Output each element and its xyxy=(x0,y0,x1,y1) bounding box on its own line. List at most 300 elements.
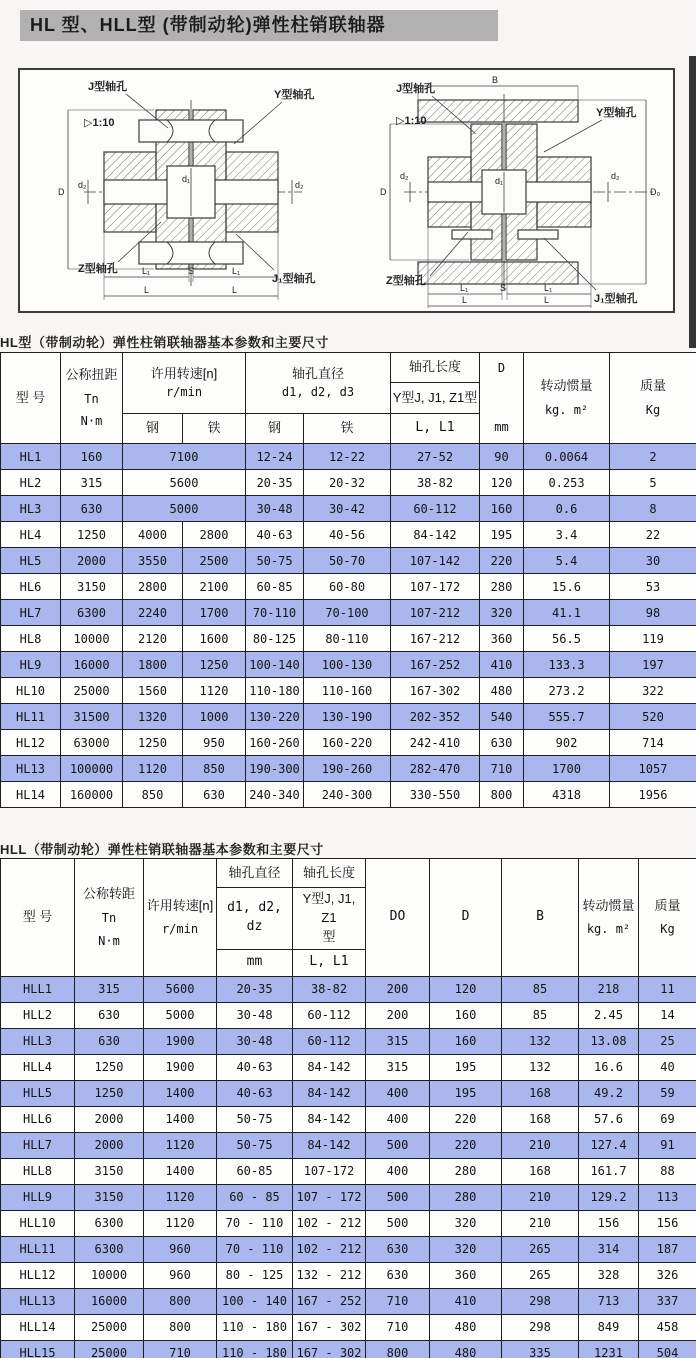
table-cell: 202-352 xyxy=(391,704,480,730)
table-cell: 63000 xyxy=(61,730,123,756)
table-cell: 480 xyxy=(430,1314,502,1340)
coupling-drawings-panel xyxy=(18,68,675,313)
table-cell: 70-100 xyxy=(304,600,391,626)
table-cell: HLL7 xyxy=(1,1132,75,1158)
col-bore-length: 轴孔长度 xyxy=(293,859,366,888)
table-row xyxy=(1,704,696,730)
hl-table-body xyxy=(1,444,696,808)
table-cell: 168 xyxy=(502,1080,579,1106)
table-cell: 326 xyxy=(639,1262,696,1288)
col-bore-length-types: Y型J, J1, Z1 型 xyxy=(293,888,366,950)
table-cell: 6300 xyxy=(75,1236,144,1262)
hll-dim-L-left: L xyxy=(462,295,468,305)
table-cell: 4318 xyxy=(524,782,610,808)
table-cell: HL12 xyxy=(1,730,61,756)
table-cell: 2 xyxy=(610,444,696,470)
table-cell: 555.7 xyxy=(524,704,610,730)
table-cell: 2000 xyxy=(75,1132,144,1158)
col-bore-diameter-sub: d1, d2, dz xyxy=(217,888,293,950)
table-cell: 630 xyxy=(480,730,524,756)
table-cell: 480 xyxy=(430,1340,502,1358)
table-cell: HLL1 xyxy=(1,976,75,1002)
table-cell: 70-110 xyxy=(246,600,304,626)
table-cell: 57.6 xyxy=(579,1106,639,1132)
table-cell: 630 xyxy=(75,1028,144,1054)
table-cell: 53 xyxy=(610,574,696,600)
table-cell: 1400 xyxy=(144,1106,217,1132)
table-cell: 107 - 172 xyxy=(293,1184,366,1210)
table-row xyxy=(1,782,696,808)
hl-dim-d1: d₁ xyxy=(182,174,191,184)
table-cell: 30 xyxy=(610,548,696,574)
table-cell: 50-75 xyxy=(217,1106,293,1132)
table-cell: 1250 xyxy=(75,1080,144,1106)
table-cell: 960 xyxy=(144,1236,217,1262)
table-cell: 1120 xyxy=(144,1210,217,1236)
table-cell: 2120 xyxy=(123,626,183,652)
table-cell: 80 - 125 xyxy=(217,1262,293,1288)
hll-dim-S: S xyxy=(500,283,507,293)
table-cell: 120 xyxy=(480,470,524,496)
table-cell: 100-140 xyxy=(246,652,304,678)
table-cell: 849 xyxy=(579,1314,639,1340)
table-cell: 1057 xyxy=(610,756,696,782)
table-cell: 110 - 180 xyxy=(217,1314,293,1340)
hll-dim-d2-left: d₂ xyxy=(400,171,409,181)
col-mass: 质量 Kg xyxy=(610,353,696,444)
table-cell: 2100 xyxy=(183,574,246,600)
table-cell: 1250 xyxy=(61,522,123,548)
table-cell: 168 xyxy=(502,1158,579,1184)
table-cell: HL9 xyxy=(1,652,61,678)
table-cell: 4000 xyxy=(123,522,183,548)
hll-label-y-bore: Y型轴孔 xyxy=(596,107,637,119)
table-cell: 84-142 xyxy=(293,1132,366,1158)
table-cell: 3150 xyxy=(61,574,123,600)
col-D0: DO xyxy=(366,859,430,977)
col-model: 型 号 xyxy=(1,353,61,444)
table-cell: 7100 xyxy=(123,444,246,470)
table-row xyxy=(1,1288,696,1314)
hll-label-j1-bore: J₁型轴孔 xyxy=(594,293,638,305)
table-cell: 11 xyxy=(639,976,696,1002)
table-cell: 16000 xyxy=(61,652,123,678)
table-cell: 504 xyxy=(639,1340,696,1358)
table-cell: HLL10 xyxy=(1,1210,75,1236)
table-cell: 1400 xyxy=(144,1158,217,1184)
table-cell: 25 xyxy=(639,1028,696,1054)
table-cell: 410 xyxy=(430,1288,502,1314)
hll-dim-D0: D₀ xyxy=(650,187,661,197)
table-cell: 40-63 xyxy=(217,1054,293,1080)
table-cell: 15.6 xyxy=(524,574,610,600)
table-cell: 314 xyxy=(579,1236,639,1262)
table-cell: 480 xyxy=(480,678,524,704)
table-cell: 280 xyxy=(430,1158,502,1184)
col-bore-length: 轴孔长度 xyxy=(391,353,480,383)
table-cell: 200 xyxy=(366,1002,430,1028)
table-row xyxy=(1,756,696,782)
table-cell: HL11 xyxy=(1,704,61,730)
table-cell: 330-550 xyxy=(391,782,480,808)
table-cell: 27-52 xyxy=(391,444,480,470)
col-torque: 公称转距 Tn N·m xyxy=(75,859,144,977)
table-cell: 60-112 xyxy=(293,1002,366,1028)
hl-label-j-bore: J型轴孔 xyxy=(88,81,128,93)
hll-label-taper: ▷1:10 xyxy=(396,115,427,127)
table-cell: 60-85 xyxy=(217,1158,293,1184)
hll-label-j-bore: J型轴孔 xyxy=(396,83,436,95)
table-cell: 360 xyxy=(480,626,524,652)
table-cell: 6300 xyxy=(75,1210,144,1236)
table-cell: 40-63 xyxy=(246,522,304,548)
table-cell: 49.2 xyxy=(579,1080,639,1106)
table-row xyxy=(1,1132,696,1158)
table-cell: 195 xyxy=(430,1054,502,1080)
hl-dim-d2-right: d₂ xyxy=(295,180,304,190)
table-cell: 113 xyxy=(639,1184,696,1210)
table-row xyxy=(1,1210,696,1236)
table-cell: 315 xyxy=(61,470,123,496)
table-cell: 107-172 xyxy=(293,1158,366,1184)
table-cell: 902 xyxy=(524,730,610,756)
table-cell: 320 xyxy=(430,1210,502,1236)
hll-dim-L1-right: L₁ xyxy=(544,283,553,293)
table-cell: 1700 xyxy=(524,756,610,782)
table-cell: 0.0064 xyxy=(524,444,610,470)
table-cell: 13.08 xyxy=(579,1028,639,1054)
col-speed-iron: 铁 xyxy=(183,414,246,444)
table-cell: 210 xyxy=(502,1210,579,1236)
table-cell: 30-48 xyxy=(246,496,304,522)
table-cell: 40-56 xyxy=(304,522,391,548)
table-cell: HL6 xyxy=(1,574,61,600)
table-cell: 70 - 110 xyxy=(217,1236,293,1262)
col-inertia: 转动惯量 kg. m² xyxy=(524,353,610,444)
table-row xyxy=(1,678,696,704)
col-model: 型 号 xyxy=(1,859,75,977)
table-cell: 130-220 xyxy=(246,704,304,730)
table-cell: 84-142 xyxy=(391,522,480,548)
table-cell: 1900 xyxy=(144,1054,217,1080)
table-cell: 98 xyxy=(610,600,696,626)
table-row xyxy=(1,1028,696,1054)
table-cell: 190-260 xyxy=(304,756,391,782)
table-cell: 2000 xyxy=(75,1106,144,1132)
table-cell: HL2 xyxy=(1,470,61,496)
hl-dim-L1-left: L₁ xyxy=(142,266,151,276)
table-cell: HLL9 xyxy=(1,1184,75,1210)
table-cell: 950 xyxy=(183,730,246,756)
table-row xyxy=(1,548,696,574)
table-cell: 1320 xyxy=(123,704,183,730)
table1-caption: HL型（带制动轮）弹性柱销联轴器基本参数和主要尺寸 xyxy=(0,335,329,350)
table-cell: 315 xyxy=(366,1054,430,1080)
col-B: B xyxy=(502,859,579,977)
table-cell: 84-142 xyxy=(293,1106,366,1132)
hll-coupling-drawing xyxy=(356,72,674,312)
table-cell: 10000 xyxy=(75,1262,144,1288)
table-cell: 710 xyxy=(144,1340,217,1358)
table-cell: 630 xyxy=(183,782,246,808)
table-row xyxy=(1,652,696,678)
table-row xyxy=(1,1314,696,1340)
table-cell: 714 xyxy=(610,730,696,756)
table-cell: 1900 xyxy=(144,1028,217,1054)
table-cell: 129.2 xyxy=(579,1184,639,1210)
table-cell: 2800 xyxy=(123,574,183,600)
table-cell: 107-212 xyxy=(391,600,480,626)
table-cell: 5 xyxy=(610,470,696,496)
table-row xyxy=(1,1340,696,1358)
hl-dim-D: D xyxy=(58,187,65,197)
table-cell: 710 xyxy=(366,1314,430,1340)
table-cell: HL10 xyxy=(1,678,61,704)
table-cell: HLL8 xyxy=(1,1158,75,1184)
table-cell: HL7 xyxy=(1,600,61,626)
table-cell: 20-35 xyxy=(217,976,293,1002)
table-cell: 2800 xyxy=(183,522,246,548)
table-row xyxy=(1,470,696,496)
table-cell: 1600 xyxy=(183,626,246,652)
hll-dim-d1: d₁ xyxy=(495,176,504,186)
table-cell: 400 xyxy=(366,1080,430,1106)
table-cell: 1231 xyxy=(579,1340,639,1358)
table-cell: 5600 xyxy=(144,976,217,1002)
table-cell: 410 xyxy=(480,652,524,678)
table-cell: 90 xyxy=(480,444,524,470)
col-inertia: 转动惯量 kg. m² xyxy=(579,859,639,977)
table-cell: HL3 xyxy=(1,496,61,522)
table-cell: 127.4 xyxy=(579,1132,639,1158)
table-cell: 80-110 xyxy=(304,626,391,652)
hll-dim-L-right: L xyxy=(544,295,550,305)
table-cell: 360 xyxy=(430,1262,502,1288)
table-cell: 500 xyxy=(366,1184,430,1210)
table-cell: 56.5 xyxy=(524,626,610,652)
table-cell: HLL4 xyxy=(1,1054,75,1080)
table-row xyxy=(1,1262,696,1288)
table-cell: HL13 xyxy=(1,756,61,782)
table-cell: 119 xyxy=(610,626,696,652)
table-cell: 315 xyxy=(366,1028,430,1054)
table-cell: 84-142 xyxy=(293,1080,366,1106)
page-title: HL 型、HLL型 (带制动轮)弹性柱销联轴器 xyxy=(20,10,498,41)
col-bore-length-unit: L, L1 xyxy=(391,414,480,444)
table-cell: 107-172 xyxy=(391,574,480,600)
table-row xyxy=(1,1002,696,1028)
table-cell: 110-160 xyxy=(304,678,391,704)
hl-dim-L-right: L xyxy=(232,285,238,295)
table-cell: 195 xyxy=(480,522,524,548)
col-speed-steel: 钢 xyxy=(123,414,183,444)
table-cell: 520 xyxy=(610,704,696,730)
table-cell: 69 xyxy=(639,1106,696,1132)
table-cell: 132 xyxy=(502,1028,579,1054)
table-cell: 107-142 xyxy=(391,548,480,574)
hll-spec-table xyxy=(0,858,696,1358)
table-cell: 800 xyxy=(144,1314,217,1340)
hll-table-body xyxy=(1,976,696,1358)
table-cell: 2.45 xyxy=(579,1002,639,1028)
table2-caption: HLL（带制动轮）弹性柱销联轴器基本参数和主要尺寸 xyxy=(0,842,324,857)
table-cell: 328 xyxy=(579,1262,639,1288)
table-cell: 265 xyxy=(502,1236,579,1262)
table-cell: 713 xyxy=(579,1288,639,1314)
table-cell: 195 xyxy=(430,1080,502,1106)
table-cell: 120 xyxy=(430,976,502,1002)
table-cell: HLL5 xyxy=(1,1080,75,1106)
table-row xyxy=(1,1236,696,1262)
table-cell: 630 xyxy=(61,496,123,522)
col-dia-iron: 铁 xyxy=(304,414,391,444)
table-cell: 41.1 xyxy=(524,600,610,626)
table-cell: 335 xyxy=(502,1340,579,1358)
table-cell: 38-82 xyxy=(391,470,480,496)
hl-dim-L1-right: L₁ xyxy=(232,266,241,276)
table-cell: 30-48 xyxy=(217,1028,293,1054)
table-cell: 50-70 xyxy=(304,548,391,574)
table-cell: 240-300 xyxy=(304,782,391,808)
table-cell: 298 xyxy=(502,1288,579,1314)
table-cell: 25000 xyxy=(75,1340,144,1358)
table-row xyxy=(1,1158,696,1184)
table-cell: 167-212 xyxy=(391,626,480,652)
table-cell: 70 - 110 xyxy=(217,1210,293,1236)
table-cell: 1800 xyxy=(123,652,183,678)
table-cell: 298 xyxy=(502,1314,579,1340)
table-cell: 60-112 xyxy=(293,1028,366,1054)
table-cell: 60-80 xyxy=(304,574,391,600)
table-cell: 14 xyxy=(639,1002,696,1028)
table-cell: 167 - 302 xyxy=(293,1340,366,1358)
table-cell: 156 xyxy=(579,1210,639,1236)
table-cell: 200 xyxy=(366,976,430,1002)
table-cell: HLL14 xyxy=(1,1314,75,1340)
table-cell: 110 - 180 xyxy=(217,1340,293,1358)
table-cell: 30-42 xyxy=(304,496,391,522)
table-row xyxy=(1,1080,696,1106)
table-cell: 60-85 xyxy=(246,574,304,600)
hl-spec-table xyxy=(0,352,696,808)
hl-dim-L-left: L xyxy=(144,285,150,295)
col-bore-diameter: 轴孔直径 d1, d2, d3 xyxy=(246,353,391,414)
table-cell: 273.2 xyxy=(524,678,610,704)
table-cell: 167 - 252 xyxy=(293,1288,366,1314)
table-cell: 40-63 xyxy=(217,1080,293,1106)
table-cell: 2000 xyxy=(61,548,123,574)
table-cell: 282-470 xyxy=(391,756,480,782)
col-speed: 许用转速[n] r/min xyxy=(123,353,246,414)
table-cell: 458 xyxy=(639,1314,696,1340)
table-cell: 167-302 xyxy=(391,678,480,704)
table-cell: 110-180 xyxy=(246,678,304,704)
table-cell: HLL3 xyxy=(1,1028,75,1054)
table-cell: 3150 xyxy=(75,1158,144,1184)
table-cell: 1250 xyxy=(183,652,246,678)
table-cell: 187 xyxy=(639,1236,696,1262)
col-mass: 质量 Kg xyxy=(639,859,696,977)
hl-coupling-drawing xyxy=(26,72,356,312)
col-D: D xyxy=(430,859,502,977)
hl-label-taper: ▷1:10 xyxy=(84,117,115,129)
table-row xyxy=(1,626,696,652)
col-speed: 许用转速[n] r/min xyxy=(144,859,217,977)
table-cell: 10000 xyxy=(61,626,123,652)
table-cell: 800 xyxy=(480,782,524,808)
table-cell: 160 xyxy=(430,1028,502,1054)
table-cell: 60 - 85 xyxy=(217,1184,293,1210)
hll-table-header xyxy=(1,859,696,977)
hl-label-j1-bore: J₁型轴孔 xyxy=(272,273,316,285)
table-cell: 540 xyxy=(480,704,524,730)
table-cell: HL5 xyxy=(1,548,61,574)
table-cell: 85 xyxy=(502,1002,579,1028)
table-cell: 500 xyxy=(366,1210,430,1236)
col-bore-diameter-unit: mm xyxy=(217,949,293,976)
col-D: D mm xyxy=(480,353,524,444)
table-cell: 16.6 xyxy=(579,1054,639,1080)
table-cell: HLL2 xyxy=(1,1002,75,1028)
table-row xyxy=(1,1054,696,1080)
table-cell: 240-340 xyxy=(246,782,304,808)
table-cell: 8 xyxy=(610,496,696,522)
table-cell: 160-220 xyxy=(304,730,391,756)
table-cell: 197 xyxy=(610,652,696,678)
table-cell: 1250 xyxy=(123,730,183,756)
table-cell: HLL12 xyxy=(1,1262,75,1288)
table-cell: 5000 xyxy=(144,1002,217,1028)
hl-dim-d2-left: d₂ xyxy=(78,180,87,190)
table-cell: 2500 xyxy=(183,548,246,574)
table-cell: 38-82 xyxy=(293,976,366,1002)
table-row xyxy=(1,600,696,626)
table-cell: 3150 xyxy=(75,1184,144,1210)
table-cell: 30-48 xyxy=(217,1002,293,1028)
table-cell: 5.4 xyxy=(524,548,610,574)
table-cell: 850 xyxy=(183,756,246,782)
hll-dim-D: D xyxy=(380,187,387,197)
table-cell: 500 xyxy=(366,1132,430,1158)
table-cell: 84-142 xyxy=(293,1054,366,1080)
table-row xyxy=(1,976,696,1002)
table-cell: 280 xyxy=(430,1184,502,1210)
table-cell: HLL6 xyxy=(1,1106,75,1132)
table-cell: 168 xyxy=(502,1106,579,1132)
table-cell: 1120 xyxy=(144,1184,217,1210)
table-cell: 160000 xyxy=(61,782,123,808)
table-cell: 167-252 xyxy=(391,652,480,678)
hll-dim-d2-right: d₂ xyxy=(611,171,620,181)
table-cell: 800 xyxy=(366,1340,430,1358)
table-cell: 40 xyxy=(639,1054,696,1080)
table-cell: 960 xyxy=(144,1262,217,1288)
table-cell: 91 xyxy=(639,1132,696,1158)
table-cell: 59 xyxy=(639,1080,696,1106)
table-row xyxy=(1,1184,696,1210)
table-cell: 2240 xyxy=(123,600,183,626)
table-cell: 156 xyxy=(639,1210,696,1236)
table-row xyxy=(1,574,696,600)
table-cell: 25000 xyxy=(61,678,123,704)
table-cell: 630 xyxy=(366,1236,430,1262)
table-row xyxy=(1,496,696,522)
table-cell: 132 xyxy=(502,1054,579,1080)
table-cell: 5000 xyxy=(123,496,246,522)
hl-label-y-bore: Y型轴孔 xyxy=(274,89,315,101)
table-row xyxy=(1,730,696,756)
table-cell: 220 xyxy=(430,1132,502,1158)
